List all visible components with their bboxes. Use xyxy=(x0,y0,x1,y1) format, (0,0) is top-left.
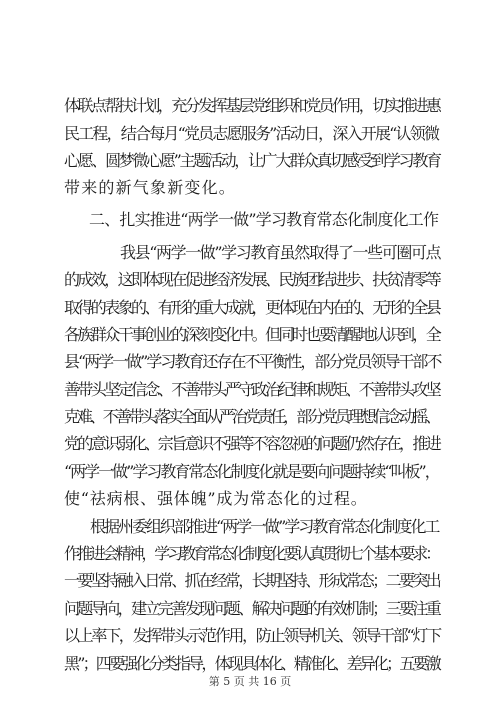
body-text-line: 根据州委组织部推进“两学一做”学习教育常态化制度化工 xyxy=(90,517,439,536)
body-text-line: 使“祛病根、强体魄”成为常态化的过程。 xyxy=(64,489,368,508)
body-text-line: 黑”；四要强化分类指导，体现具体化、精准化、差异化；五要激 xyxy=(64,654,439,673)
page-number-footer: 第 5 页 共 16 页 xyxy=(208,675,292,688)
body-text-line: 我县“两学一做”学习教育虽然取得了一些可圈可点 xyxy=(120,243,441,262)
body-text-line: 一要坚持融入日常、抓在经常，长期坚持、形成常态；二要突出 xyxy=(64,571,440,590)
body-text-line: 的成效，这即体现在促进经济发展、民族团结进步、扶贫清零等 xyxy=(64,270,440,289)
body-text-line: 以上率下，发挥带头示范作用，防止领导机关、领导干部“灯下 xyxy=(64,626,440,645)
body-text-line: 民工程，结合每月“党员志愿服务”活动日，深入开展“认领微 xyxy=(64,124,439,143)
section-heading: 二、扎实推进“两学一做”学习教育常态化制度化工作 xyxy=(89,210,439,229)
body-text-line: 作推进会精神，学习教育常态化制度化要认真贯彻七个基本要求： xyxy=(64,544,439,563)
body-text-line: 党的意识弱化、宗旨意识不强等不容忽视的问题仍然存在，推进 xyxy=(64,434,440,453)
body-text-line: 体联点帮扶计划，充分发挥基层党组织和党员作用，切实推进惠 xyxy=(64,96,440,115)
body-text-line: 取得的表象的、有形的重大成就，更体现在内在的、无形的全县 xyxy=(64,298,440,317)
body-text-line: 带来的新气象新变化。 xyxy=(64,178,237,197)
body-text-line: 心愿、圆梦微心愿”主题活动，让广大群众真切感受到学习教育 xyxy=(64,151,440,170)
body-text-line: 克难、不善带头落实全面从严治党责任，部分党员理想信念动摇、 xyxy=(64,407,439,426)
body-text-line: 问题导向，建立完善发现问题、解决问题的有效机制；三要注重 xyxy=(64,599,440,618)
body-text-line: 县“两学一做”学习教育还存在不平衡性，部分党员领导干部不 xyxy=(64,352,441,371)
body-text-line: 善带头坚定信念、不善带头严守政治纪律和规矩、不善带头攻坚 xyxy=(64,380,440,399)
body-text-line: 各族群众干事创业的深刻变化中。但同时也要清醒地认识到，全 xyxy=(64,325,440,344)
body-text-line: “两学一做”学习教育常态化制度化就是要向问题持续“叫板”， xyxy=(64,462,439,481)
